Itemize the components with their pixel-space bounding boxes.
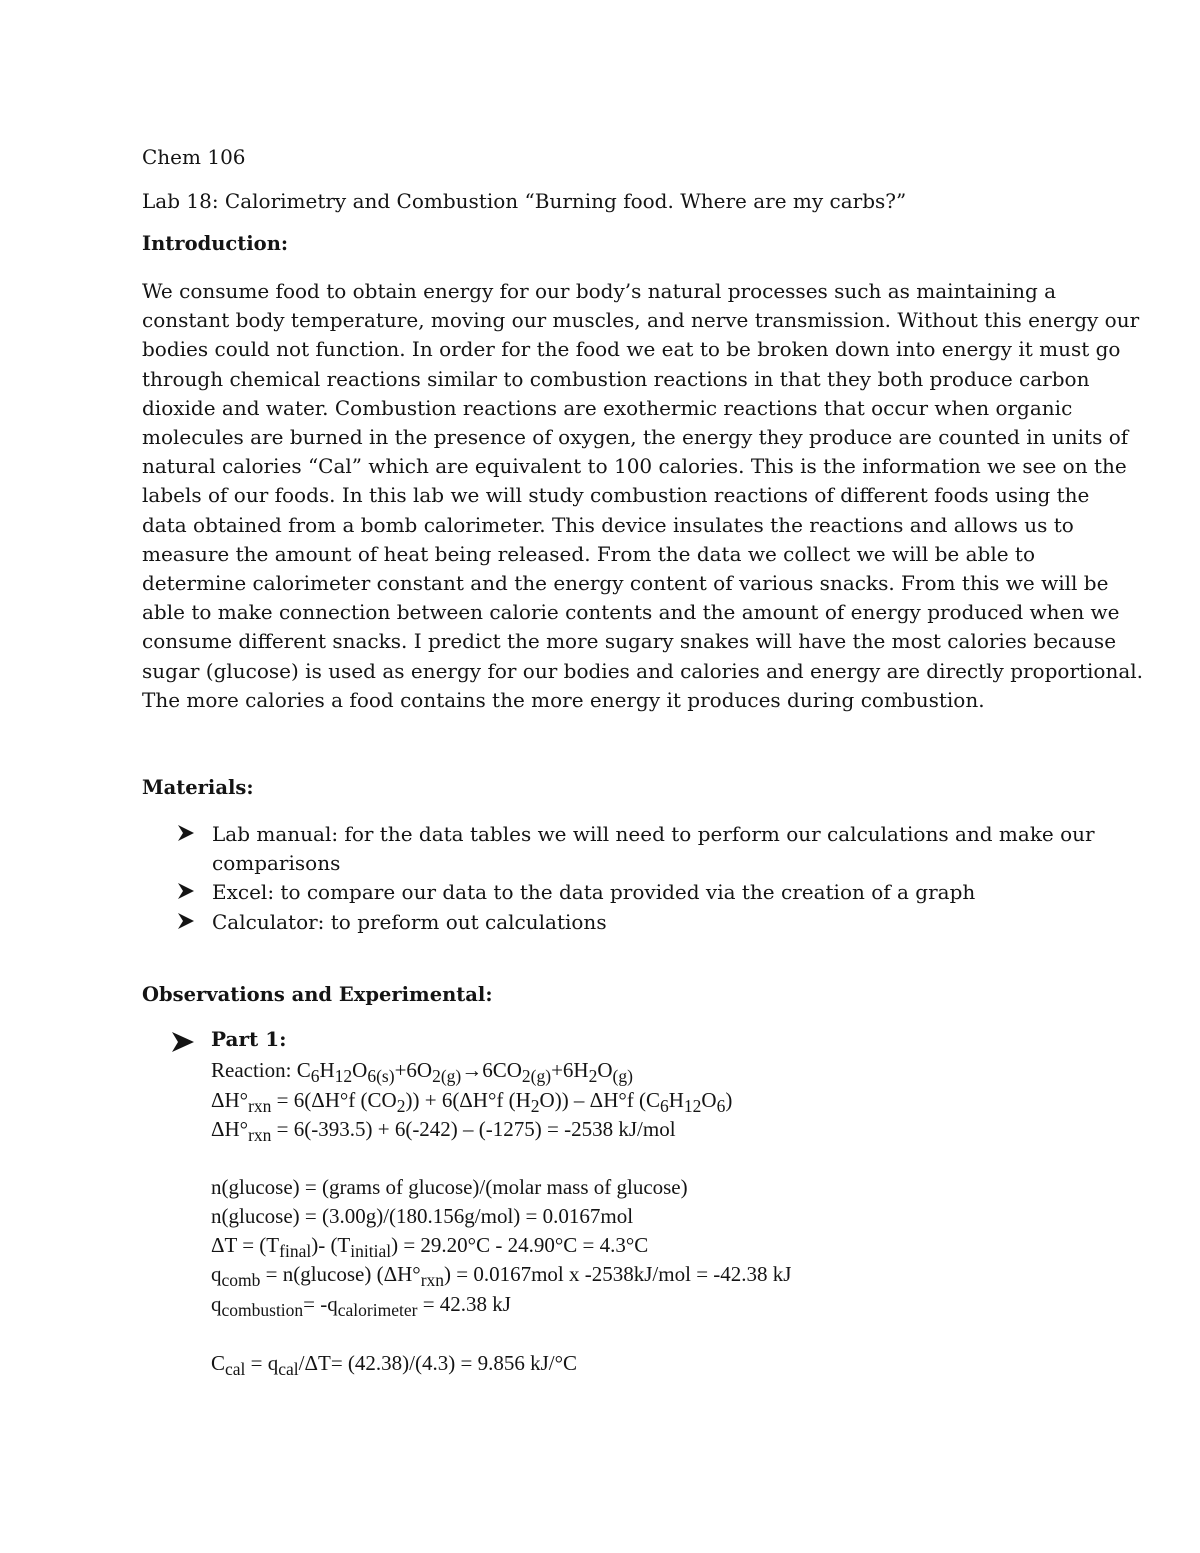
paragraph-line: measure the amount of heat being released. From the data we collect we will be able to bbox=[142, 541, 1036, 566]
material-text: Calculator: to preform out calculations bbox=[212, 909, 607, 934]
calorimeter-constant-calculation: $C_{cal} = q_{cal}/\Delta T= (42.38)/(4.3) = 9.856$ kJ/°C bbox=[211, 1351, 577, 1380]
arrowhead-bullet-icon bbox=[176, 881, 196, 901]
paragraph-line: dioxide and water. Combustion reactions are exothermic reactions that occur when organic bbox=[142, 395, 1073, 420]
material-text-continued: comparisons bbox=[212, 851, 341, 876]
paragraph-line: bodies could not function. In order for the food we eat to be broken down into energy it must go bbox=[142, 337, 1121, 362]
delta-t-calculation: $\Delta T = (T_{final})-$ $(T_{initial}) = 29.20^\circ C - 24.90^\circ C = 4.3^\circ C$ bbox=[211, 1233, 649, 1262]
list-item bbox=[142, 820, 1095, 878]
paragraph-line: The more calories a food contains the more energy it produces during combustion. bbox=[142, 687, 985, 712]
materials-list bbox=[142, 820, 1095, 937]
moles-formula: n(glucose) = (grams of glucose)/(molar mass of glucose) bbox=[211, 1175, 688, 1199]
introduction-heading: Introduction: bbox=[142, 232, 289, 255]
moles-value: n(glucose) = (3.00g)/(180.156g/mol) = 0.0167mol bbox=[211, 1204, 634, 1228]
paragraph-line: natural calories “Cal” which are equivalent to 100 calories. This is the information we see on the bbox=[142, 454, 1127, 479]
material-text: Lab manual: for the data tables we will need to perform our calculations and make our bbox=[212, 822, 1095, 846]
arrowhead-bullet-icon bbox=[170, 1030, 196, 1054]
observations-heading: Observations and Experimental: bbox=[142, 983, 493, 1006]
arrowhead-bullet-icon bbox=[176, 823, 196, 843]
part-1-label: Part 1: bbox=[211, 1027, 287, 1051]
paragraph-line: We consume food to obtain energy for our body’s natural processes such as maintaining a bbox=[142, 279, 1057, 303]
enthalpy-value: $\Delta H^\circ_{rxn} = 6(-393.5) + 6(-242) - (-1275) = -2538$ kJ/mol bbox=[211, 1117, 676, 1146]
list-item bbox=[142, 878, 1082, 907]
paragraph-line: labels of our foods. In this lab we will study combustion reactions of different foods using the bbox=[142, 483, 1090, 508]
material-text: Excel: to compare our data to the data provided via the creation of a graph bbox=[212, 880, 976, 905]
list-item bbox=[142, 908, 1082, 937]
introduction-paragraph bbox=[142, 277, 1144, 715]
paragraph-line: consume different snacks. I predict the more sugary snakes will have the most calories because bbox=[142, 629, 1117, 654]
arrowhead-bullet-icon bbox=[176, 911, 196, 931]
course-title: Chem 106 bbox=[142, 145, 246, 169]
paragraph-line: constant body temperature, moving our muscles, and nerve transmission. Without this energy our bbox=[142, 308, 1140, 333]
q-combustion-calculation: $q_{combustion}= -q_{calorimeter} = 42.38$ kJ bbox=[211, 1292, 511, 1321]
paragraph-line: through chemical reactions similar to combustion reactions in that they both produce carbon bbox=[142, 366, 1090, 391]
paragraph-line: able to make connection between calorie contents and the amount of energy produced when we bbox=[142, 600, 1120, 625]
paragraph-line: molecules are burned in the presence of oxygen, the energy they produce are counted in units of bbox=[142, 425, 1129, 450]
paragraph-line: sugar (glucose) is used as energy for our bodies and calories and energy are directly proportional. bbox=[142, 658, 1144, 683]
paragraph-line: determine calorimeter constant and the energy content of various snacks. From this we will be bbox=[142, 571, 1109, 596]
lab-title: Lab 18: Calorimetry and Combustion “Burning food. Where are my carbs?” bbox=[142, 189, 907, 213]
paragraph-line: data obtained from a bomb calorimeter. This device insulates the reactions and allows us to bbox=[142, 512, 1074, 537]
q-comb-calculation: $q_{comb} = n(glucose) (\Delta H^\circ_{rxn}) = 0.0167mol$ x -2538kJ/mol = -42.38 kJ bbox=[211, 1262, 792, 1291]
enthalpy-formula: $\Delta H^\circ_{rxn} = 6(\Delta H^\circ f$ $(CO_2)) + 6(\Delta H^\circ f$ $(H_2O)) - \Delta H^\circ f$ $(C_6H_{12}O_6)$ bbox=[211, 1088, 733, 1117]
reaction-equation: Reaction: $C_6H_{12}O_{6(s)}+6O_{2(g)}\to 6CO_{2(g)}+6H_2O_{(g)}$ bbox=[211, 1058, 633, 1087]
materials-heading: Materials: bbox=[142, 776, 254, 799]
